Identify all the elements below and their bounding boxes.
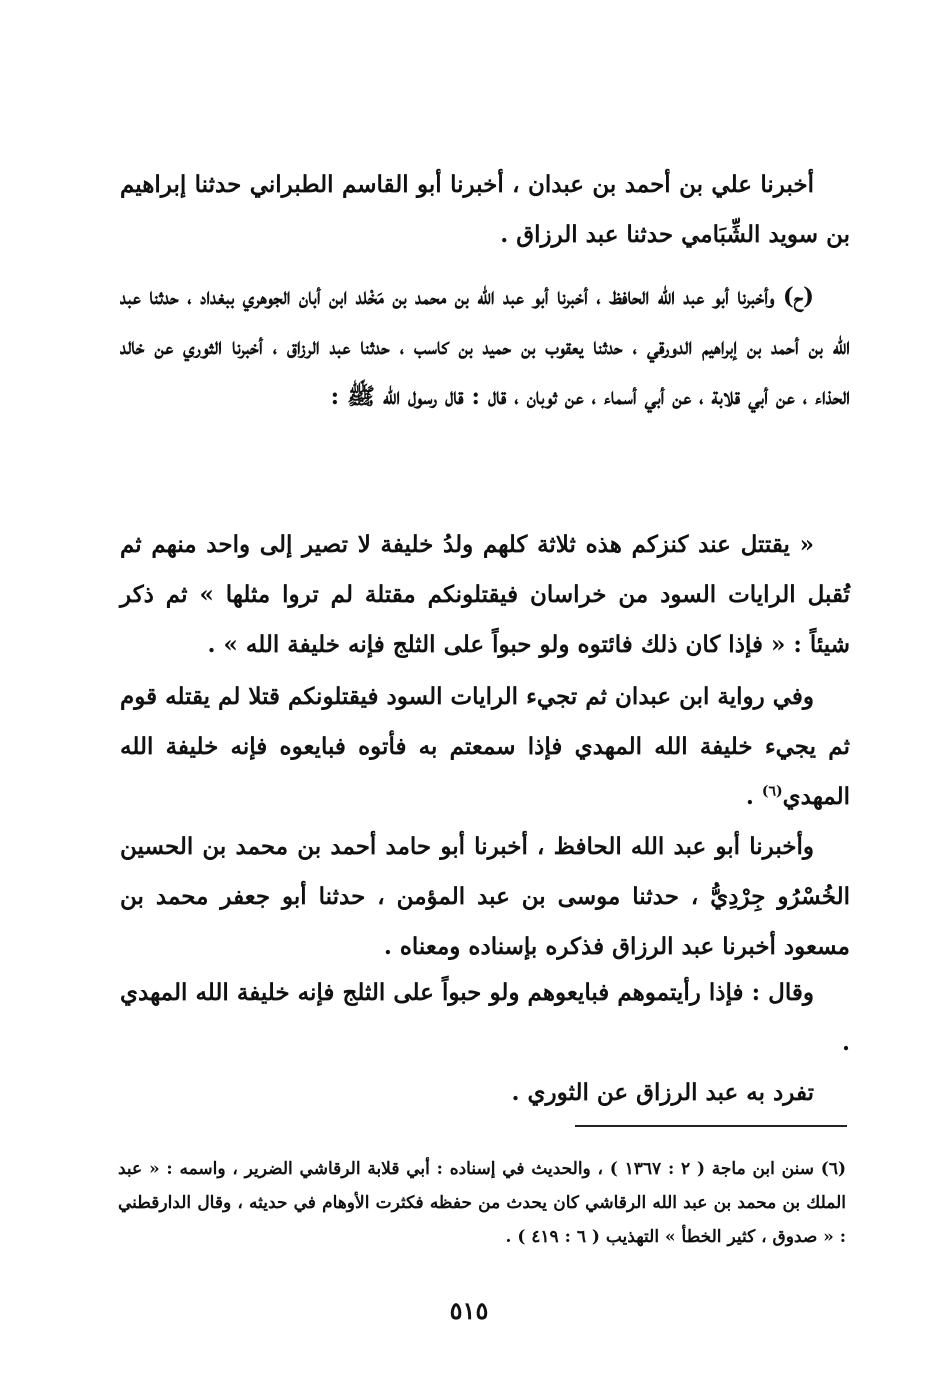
paragraph-text: وقال : فإذا رأيتموهم فبايعوهم ولو حبواً على الثلج فإنه خليفة الله المهدي .	[120, 979, 850, 1056]
paragraph-text: (ح) وأخبرنا أبو عبد الله الحافظ ، أخبرنا أبو عبد الله بن محمد بن مَخْلد ابن أبان الجوهري ببغداد ، حدثنا عبد الله بن أحمد بن إبراهيم الدورقي ، حدثنا يعقوب بن حميد بن كاسب ، حدثنا عبد الرزاق ، أخبرنا الثوري عن خالد الحذاء ، عن أبي قلابة ، عن أبي أسماء ، عن ثوبان ، قال : قال رسول الله ﷺ :	[120, 283, 850, 410]
paragraph-variant-wording	[120, 968, 850, 1068]
paragraph-text: وأخبرنا أبو عبد الله الحافظ ، أخبرنا أبو حامد أحمد بن محمد بن الحسين الخُسْرُو جِرْدِيُّ ، حدثنا موسى بن عبد المؤمن ، حدثنا أبو جعفر محمد بن مسعود أخبرنا عبد الرزاق فذكره بإسناده ومعناه .	[120, 833, 850, 960]
paragraph-text: تفرد به عبد الرزاق عن الثوري .	[511, 1079, 814, 1106]
paragraph-variant-narration	[120, 672, 850, 822]
paragraph-text: أخبرنا علي بن أحمد بن عبدان ، أخبرنا أبو القاسم الطبراني حدثنا إبراهيم بن سويد الشِّبَامي حدثنا عبد الرزاق .	[120, 171, 850, 248]
footnote-reference: (٦)	[761, 783, 783, 800]
footnote-text: (٦) سنن ابن ماجة ( ٢ : ١٣٦٧ ) ، والحديث في إسناده : أبي قلابة الرقاشي الضرير ، واسمه : « عبد الملك بن محمد بن عبد الله الرقاشي كان يحدث من حفظه فكثرت الأوهام في حديثه ، وقال الدارقطني : « صدوق ، كثير الخطأ » التهذيب ( ٦ : ٤١٩ ) .	[118, 1159, 846, 1247]
page-number: ٥١٥	[449, 1296, 489, 1325]
footnote	[118, 1152, 846, 1254]
paragraph-hadith-text	[120, 520, 850, 670]
paragraph-isnad-3	[120, 822, 850, 972]
footnote-separator	[575, 1125, 847, 1127]
paragraph-text-wrapper	[120, 672, 850, 822]
paragraph-text: « يقتتل عند كنزكم هذه ثلاثة كلهم ولدُ خليفة لا تصير إلى واحد منهم ثم تُقبل الرايات السود من خراسان فيقتلونكم مقتلة لم تروا مثلها » ثم ذكر شيئاً : « فإذا كان ذلك فائتوه ولو حبواً على الثلج فإنه خليفة الله » .	[120, 531, 850, 658]
paragraph-isnad-1	[120, 160, 850, 260]
paragraph-conclusion	[120, 1068, 850, 1118]
paragraph-tail: .	[745, 783, 762, 810]
paragraph-text: وفي رواية ابن عبدان ثم تجيء الرايات السود فيقتلونكم قتلا لم يقتله قوم ثم يجيء خليفة الله المهدي فإذا سمعتم به فأتوه فبايعوه فإنه خليفة الله المهدي	[120, 683, 850, 810]
paragraph-isnad-2	[120, 272, 850, 422]
